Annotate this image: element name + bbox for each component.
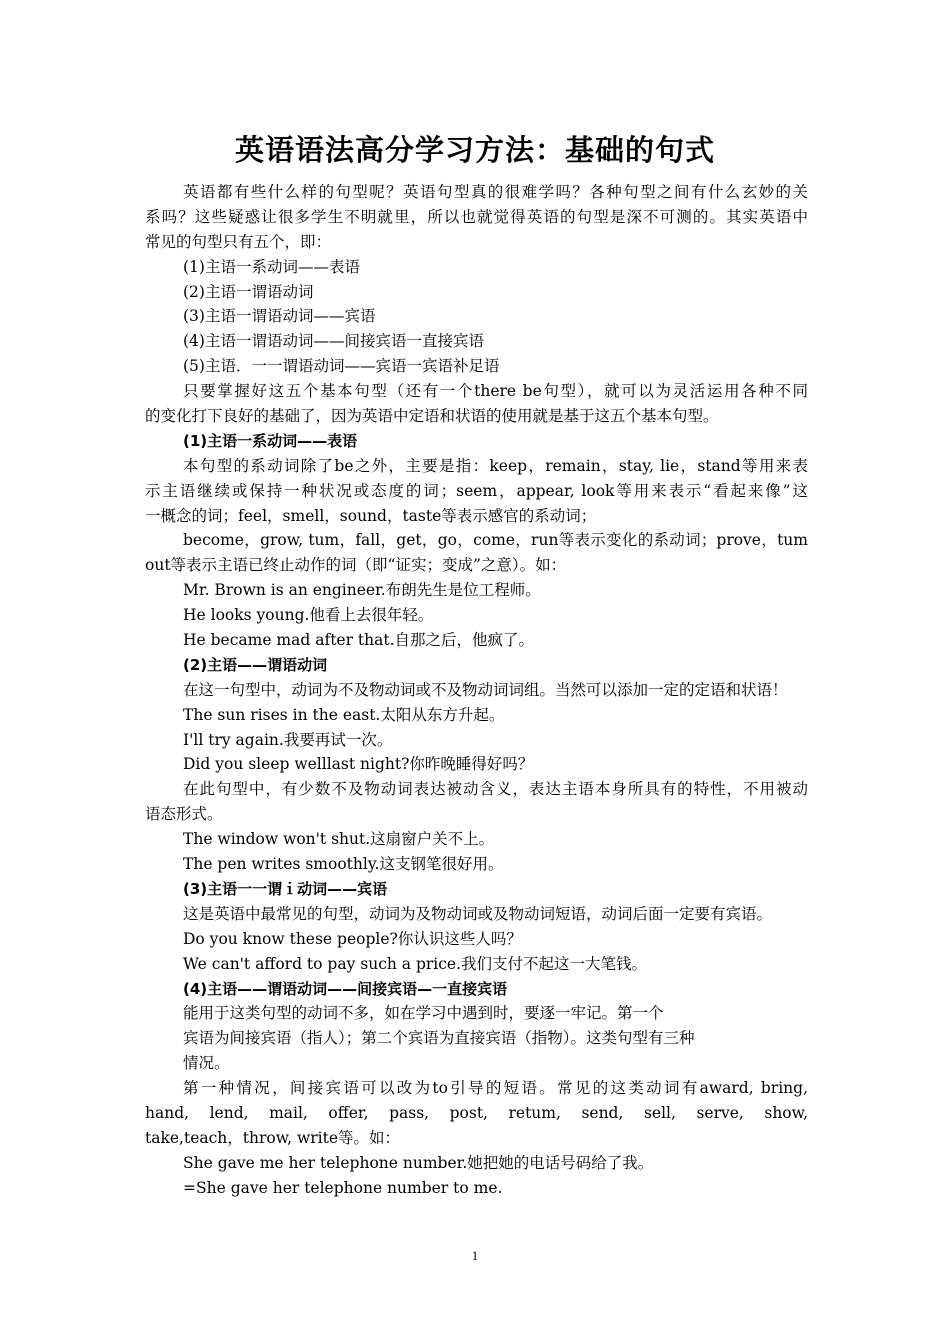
paragraph-line: 这是英语中最常见的句型，动词为及物动词或及物动词短语，动词后面一定要有宾语。 [183,904,773,923]
paragraph-line: 示主语继续或保持一种状况或态度的词；seem，appear, look等用来表示“看起来像”这 [145,481,808,500]
paragraph-line: 在这一句型中，动词为不及物动词或不及物动词词组。当然可以添加一定的定语和状语！ [183,680,788,699]
paragraph-line: hand, lend, mail, offer, pass, post, retum, send, sell, serve, show, [145,1103,808,1122]
paragraph-line: (4)主语一谓语动词——间接宾语一直接宾语 [183,332,484,351]
paragraph-line: 一概念的词；feel，smell，sound，taste等表示感官的系动词； [145,506,597,525]
paragraph-line: (1)主语一系动词——表语 [183,257,360,276]
paragraph-line: 能用于这类句型的动词不多，如在学习中遇到时，要逐一牢记。第一个 [183,1004,664,1023]
paragraph-line: out等表示主语已终止动作的词（即“证实；变成”之意）。如： [145,556,567,575]
section-heading: (2)主语——谓语动词 [183,655,328,674]
paragraph-line: I'll try again.我要再试一次。 [183,730,393,749]
paragraph-line: 在此句型中，有少数不及物动词表达被动含义，表达主语本身所具有的特性，不用被动 [183,780,808,799]
paragraph-line: (2)主语一谓语动词 [183,282,314,301]
paragraph-line: The window won't shut.这扇窗户关不上。 [183,830,495,849]
paragraph-line: Do you know these people?你认识这些人吗？ [183,929,522,948]
paragraph-line: The sun rises in the east.太阳从东方升起。 [183,705,505,724]
paragraph-line: 的变化打下良好的基础了，因为英语中定语和状语的使用就是基于这五个基本句型。 [145,407,719,426]
paragraph-line: 情况。 [183,1054,230,1073]
section-heading: (1)主语一系动词——表语 [183,431,358,450]
paragraph-line: (5)主语．一一谓语动词——宾语一宾语补足语 [183,357,500,376]
paragraph-line: Did you sleep welllast night?你昨晚睡得好吗？ [183,755,534,774]
paragraph-line: 本句型的系动词除了be之外，主要是指：keep，remain，stay, lie，stand等用来表 [183,456,808,475]
paragraph-line: take,teach，throw, write等。如： [145,1128,401,1147]
paragraph-line: He became mad after that.自那之后，他疯了。 [183,631,535,650]
document-body [145,180,808,1201]
paragraph-line: The pen writes smoothly.这支钢笔很好用。 [183,855,504,874]
paragraph-line: 只要掌握好这五个基本句型（还有一个there be句型），就可以为灵活运用各种不同 [183,382,808,401]
paragraph-line: 宾语为间接宾语（指人）；第二个宾语为直接宾语（指物）。这类句型有三种 [183,1029,695,1048]
section-heading: (3)主语一一谓ｉ动词——宾语 [183,879,388,898]
paragraph-line: We can't afford to pay such a price.我们支付不起这一大笔钱。 [183,954,648,973]
paragraph-line: 语态形式。 [145,805,223,824]
paragraph-line: (3)主语一谓语动词——宾语 [183,307,376,326]
paragraph-line: 系吗？这些疑惑让很多学生不明就里，所以也就觉得英语的句型是深不可测的。其实英语中 [145,207,808,226]
paragraph-line: She gave me her telephone number.她把她的电话号码给了我。 [183,1153,654,1172]
paragraph-line: He looks young.他看上去很年轻。 [183,606,434,625]
paragraph-line: 常见的句型只有五个，即： [145,232,332,251]
paragraph-line: Mr. Brown is an engineer.布朗先生是位工程师。 [183,581,541,600]
page-number: 1 [471,1248,479,1263]
paragraph-line: become，grow, tum，fall，get，go，come，run等表示变化的系动词；prove，tum [183,531,808,550]
paragraph-line: =She gave her telephone number to me. [183,1178,503,1197]
paragraph-line: 第一种情况，间接宾语可以改为to引导的短语。常见的这类动词有award, bring, [183,1079,808,1098]
section-heading: (4)主语——谓语动词——间接宾语—一直接宾语 [183,979,508,998]
paragraph-line: 英语都有些什么样的句型呢？英语句型真的很难学吗？各种句型之间有什么玄妙的关 [183,183,808,201]
page-title: 英语语法高分学习方法：基础的句式 [234,133,715,167]
